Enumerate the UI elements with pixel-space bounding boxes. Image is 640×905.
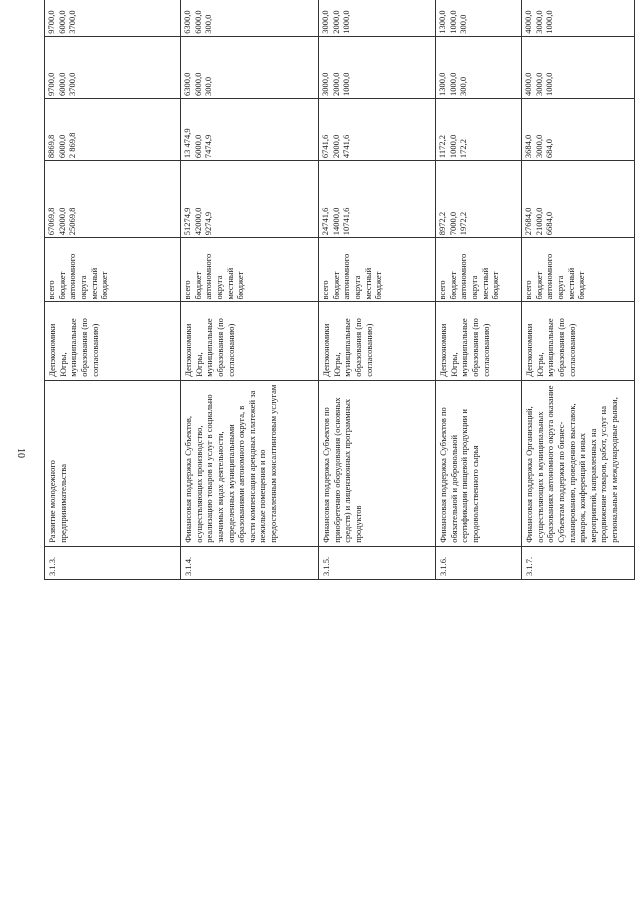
amount-value: 6000,0 <box>192 134 203 159</box>
amount-value: 1000,0 <box>341 72 352 96</box>
amount-value: 9274,9 <box>203 211 214 236</box>
row-number-cell <box>522 546 635 579</box>
amount-value: 42000,0 <box>192 207 203 236</box>
amount-value: 2000,0 <box>330 134 341 159</box>
amount-value: 1172,2 <box>437 135 447 159</box>
amount-value: 4000,0 <box>523 72 533 96</box>
year-amount-cell <box>436 0 522 36</box>
row-number-cell <box>181 546 319 579</box>
amount-value: 1000,0 <box>447 72 458 96</box>
amount-value: 1972,2 <box>458 211 469 236</box>
amount-value: 8972,2 <box>437 211 447 236</box>
executor: Депэкономики Югры, муниципальные образования (по согласованию) <box>47 318 100 377</box>
row-number: 3.1.4. <box>183 556 193 576</box>
amount-value: 1000,0 <box>544 10 555 34</box>
funding-source-cell <box>436 238 522 302</box>
value-group <box>46 163 78 235</box>
amount-value: 3700,0 <box>67 72 78 96</box>
year-amount-cell <box>522 0 635 36</box>
year-amount-cell <box>181 36 319 98</box>
amount-value: 6000,0 <box>56 72 67 96</box>
amount-value: 3000,0 <box>320 10 330 34</box>
amount-value: 1300,0 <box>437 72 447 96</box>
value-group <box>182 163 214 235</box>
funding-source: бюджет автономного округа <box>330 253 362 300</box>
total-amount-cell <box>522 161 635 238</box>
table-row <box>319 0 436 580</box>
row-number-cell <box>319 546 436 579</box>
total-amount-cell <box>181 161 319 238</box>
funding-source-cell <box>319 238 436 302</box>
funding-source-cell <box>45 238 181 302</box>
amount-value: 3000,0 <box>533 134 544 159</box>
amount-value: 6300,0 <box>182 72 192 96</box>
funding-source: местный бюджет <box>88 267 110 300</box>
year-amount-cell <box>181 0 319 36</box>
funding-sources <box>320 240 384 299</box>
table-row <box>436 0 522 580</box>
year-amount-cell <box>45 98 181 160</box>
amount-value: 4000,0 <box>523 10 533 34</box>
funding-source: всего <box>523 280 533 300</box>
funding-source: всего <box>437 280 447 300</box>
value-group <box>320 39 352 96</box>
year-amount-cell <box>436 36 522 98</box>
value-group <box>523 101 555 158</box>
year-amount-cell <box>319 0 436 36</box>
amount-value: 6000,0 <box>56 134 67 159</box>
value-group <box>320 101 352 158</box>
executor-cell <box>436 302 522 380</box>
amount-value: 6741,6 <box>320 134 330 159</box>
amount-value: 8869,8 <box>46 134 56 159</box>
amount-value: 172,2 <box>458 138 469 159</box>
amount-value: 24741,6 <box>320 207 330 236</box>
table-body <box>45 0 635 580</box>
executor-cell <box>181 302 319 380</box>
row-number-cell <box>45 546 181 579</box>
amount-value: 21000,0 <box>533 207 544 236</box>
measure-name: Финансовая поддержка Организаций, осуществляющих в муниципальных образованиях автономного округа оказание Субъектам поддержки по бизнес-планированию, проведению выставок, ярмарок, конференций и иных мероприятий, направленных на продвижение товаров, работ, услуг на региональные и международные рынки, <box>524 385 619 543</box>
amount-value: 3700,0 <box>67 10 78 34</box>
amount-value: 3000,0 <box>533 72 544 96</box>
value-group <box>437 163 469 235</box>
total-amount-cell <box>319 161 436 238</box>
amount-value: 4741,6 <box>341 134 352 159</box>
executor: Депэкономики Югры, муниципальные образования (по согласованию) <box>183 318 236 377</box>
funding-source-cell <box>181 238 319 302</box>
amount-value: 7000,0 <box>447 211 458 236</box>
measure-name-cell <box>319 380 436 546</box>
value-group <box>46 39 78 96</box>
value-group <box>46 0 78 34</box>
funding-source-cell <box>522 238 635 302</box>
funding-source: всего <box>182 280 192 300</box>
amount-value: 9700,0 <box>46 10 56 34</box>
amount-value: 6300,0 <box>182 10 192 34</box>
measure-name-cell <box>436 380 522 546</box>
funding-sources <box>523 240 587 299</box>
amount-value: 1000,0 <box>544 72 555 96</box>
amount-value: 6684,0 <box>544 211 555 236</box>
total-amount-cell <box>45 161 181 238</box>
amount-value: 1300,0 <box>437 10 447 34</box>
amount-value: 27684,0 <box>523 207 533 236</box>
year-amount-cell <box>45 36 181 98</box>
measure-name-cell <box>181 380 319 546</box>
year-amount-cell <box>319 98 436 160</box>
row-number: 3.1.3. <box>47 556 57 576</box>
amount-value: 300,0 <box>458 76 469 96</box>
executor: Депэкономики Югры, муниципальные образования (по согласованию) <box>524 318 577 377</box>
amount-value: 3684,0 <box>523 134 533 159</box>
amount-value: 51274,9 <box>182 207 192 236</box>
amount-value: 684,0 <box>544 138 555 159</box>
value-group <box>182 101 214 158</box>
rotated-page <box>44 0 619 580</box>
table-row <box>522 0 635 580</box>
amount-value: 6000,0 <box>192 10 203 34</box>
value-group <box>523 0 555 34</box>
value-group <box>46 101 78 158</box>
amount-value: 2 869,8 <box>67 132 78 159</box>
amount-value: 3000,0 <box>320 72 330 96</box>
year-amount-cell <box>522 36 635 98</box>
measure-name-cell <box>522 380 635 546</box>
row-number: 3.1.5. <box>321 556 331 576</box>
measure-name: Финансовая поддержка Субъектов по приобретению оборудования (основных средств) и лицензионных программных продуктов <box>321 397 363 543</box>
executor: Депэкономики Югры, муниципальные образования (по согласованию) <box>321 318 374 377</box>
value-group <box>182 39 214 96</box>
year-amount-cell <box>181 98 319 160</box>
value-group <box>320 163 352 235</box>
amount-value: 1000,0 <box>447 134 458 159</box>
amount-value: 6000,0 <box>192 72 203 96</box>
measure-name: Финансовая поддержка Субъектов, осуществляющих производство, реализацию товаров и услуг в социально значимых видах деятельности, определенных муниципальными образованиями автономного округа, в части компенсации арендных платежей за нежилые помещения и по предоставленным консалтинговым услугам <box>183 384 278 543</box>
row-number: 3.1.6. <box>438 556 448 576</box>
funding-sources <box>46 240 110 299</box>
value-group <box>437 101 469 158</box>
amount-value: 10741,6 <box>341 207 352 236</box>
amount-value: 2000,0 <box>330 10 341 34</box>
amount-value: 25069,8 <box>67 207 78 236</box>
amount-value: 42000,0 <box>56 207 67 236</box>
executor-cell <box>45 302 181 380</box>
funding-sources <box>437 240 501 299</box>
row-number-cell <box>436 546 522 579</box>
table-row <box>181 0 319 580</box>
funding-source: всего <box>46 280 56 300</box>
page-number: 10 <box>15 448 26 458</box>
funding-source: всего <box>320 280 330 300</box>
program-table <box>44 0 635 580</box>
year-amount-cell <box>522 98 635 160</box>
funding-source: местный бюджет <box>362 267 384 300</box>
year-amount-cell <box>436 98 522 160</box>
value-group <box>523 163 555 235</box>
measure-name-cell <box>45 380 181 546</box>
amount-value: 6000,0 <box>56 10 67 34</box>
executor: Депэкономики Югры, муниципальные образования (по согласованию) <box>438 318 491 377</box>
executor-cell <box>522 302 635 380</box>
amount-value: 1000,0 <box>341 10 352 34</box>
measure-name: Финансовая поддержка Субъектов по обязательной и добровольной сертификации пищевой продукции и продовольственного сырья <box>438 407 480 543</box>
funding-source: бюджет автономного округа <box>447 253 479 300</box>
amount-value: 1000,0 <box>447 10 458 34</box>
funding-source: местный бюджет <box>479 267 501 300</box>
funding-source: бюджет автономного округа <box>56 253 88 300</box>
table-row <box>45 0 181 580</box>
value-group <box>437 39 469 96</box>
row-number: 3.1.7. <box>524 556 534 576</box>
amount-value: 3000,0 <box>533 10 544 34</box>
amount-value: 2000,0 <box>330 72 341 96</box>
measure-name: Развитие молодежного предпринимательства <box>47 460 68 543</box>
amount-value: 300,0 <box>203 14 214 34</box>
total-amount-cell <box>436 161 522 238</box>
funding-source: местный бюджет <box>565 267 587 300</box>
amount-value: 300,0 <box>203 76 214 96</box>
funding-source: бюджет автономного округа <box>533 253 565 300</box>
value-group <box>523 39 555 96</box>
amount-value: 300,0 <box>458 14 469 34</box>
funding-source: бюджет автономного округа <box>192 253 224 300</box>
value-group <box>320 0 352 34</box>
funding-source: местный бюджет <box>224 267 246 300</box>
year-amount-cell <box>45 0 181 36</box>
amount-value: 67069,8 <box>46 207 56 236</box>
year-amount-cell <box>319 36 436 98</box>
executor-cell <box>319 302 436 380</box>
value-group <box>182 0 214 34</box>
amount-value: 7474,9 <box>203 134 214 159</box>
value-group <box>437 0 469 34</box>
amount-value: 9700,0 <box>46 72 56 96</box>
funding-sources <box>182 240 246 299</box>
amount-value: 14000,0 <box>330 207 341 236</box>
amount-value: 13 474,9 <box>182 128 192 159</box>
